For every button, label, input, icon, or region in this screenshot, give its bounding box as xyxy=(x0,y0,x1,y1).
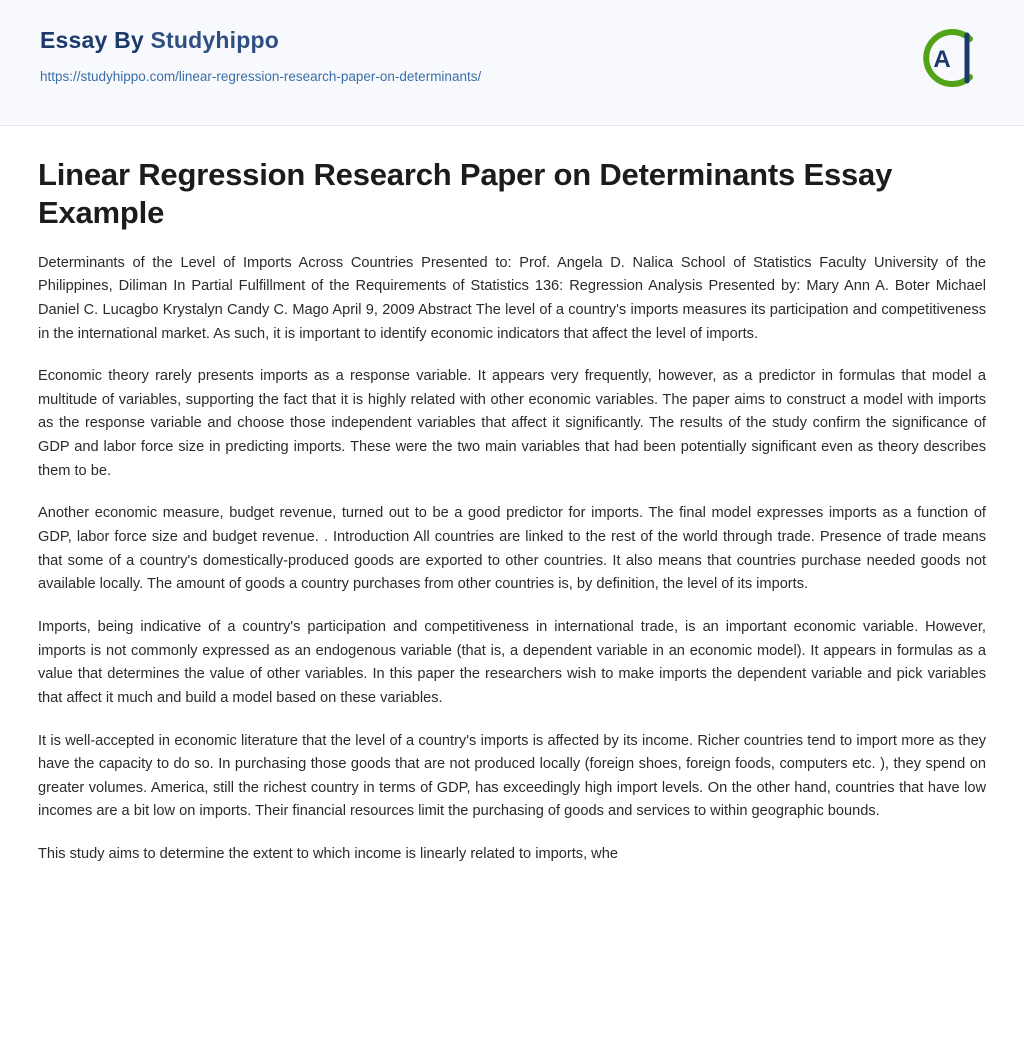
svg-text:A: A xyxy=(933,46,951,73)
article-body xyxy=(0,126,1024,907)
site-brand-secondary: Studyhippo xyxy=(150,27,279,53)
article-paragraph: Determinants of the Level of Imports Across Countries Presented to: Prof. Angela D. Nalica School of Statistics Faculty University of the Philippines, Diliman In Partial Fulfillment of the Requirements of Statistics 136: Regression Analysis Presented by: Mary Ann A. Boter Michael Daniel C. Lucagbo Krystalyn Candy C. Mago April 9, 2009 Abstract The level of a country's imports measures its participation and competitiveness in the international market. As such, it is important to identify economic indicators that affect the level of imports. xyxy=(38,254,986,342)
article-paragraph: Another economic measure, budget revenue, turned out to be a good predictor for imports. The final model expresses imports as a function of GDP, labor force size and budget revenue. . Introduction All countries are linked to the rest of the world through trade. Presence of trade means that some of a country's domestically-produced goods are exported to other countries. It also means that countries purchase needed goods not available locally. The amount of goods a country purchases from other countries is, by definition, the level of its imports. xyxy=(38,505,986,593)
article-paragraph: Economic theory rarely presents imports as a response variable. It appears very frequently, however, as a predictor in formulas that model a multitude of variables, supporting the fact that it is highly related with other economic variables. The paper aims to construct a model with imports as the response variable and choose those independent variables that affect it significantly. The results of the study confirm the significance of GDP and labor force size in predicting imports. These were the two main variables that had been potentially significant even as theory describes them to be. xyxy=(38,368,986,479)
page-title: Linear Regression Research Paper on Determinants Essay Example xyxy=(38,157,893,230)
site-brand xyxy=(40,28,984,53)
article-paragraph: Imports, being indicative of a country's participation and competitiveness in international trade, is an important economic variable. However, imports is not commonly expressed as an endogenous variable (that is, a dependent variable in an economic model). It appears in formulas as a value that determines the value of other variables. In this paper the researchers wish to make imports the dependent variable and pick variables that affect it much and build a model based on these variables. xyxy=(38,618,986,706)
article-paragraph: This study aims to determine the extent to which income is linearly related to imports, whe xyxy=(38,846,618,863)
site-brand-primary: Essay By xyxy=(40,27,151,53)
studyhippo-logo-icon[interactable] xyxy=(912,22,984,94)
article-paragraph: It is well-accepted in economic literature that the level of a country's imports is affected by its income. Richer countries tend to import more as they have the capacity to do so. In purchasing those goods that are not produced locally (foreign shoes, foreign foods, computers etc. ), they spend on greater volumes. America, still the richest country in terms of GDP, has exceedingly high import levels. On the other hand, countries that have low incomes are a bit low on imports. Their financial resources limit the purchasing of goods and services to within geographic bounds. xyxy=(38,732,986,820)
site-url[interactable]: https://studyhippo.com/linear-regression-research-paper-on-determinants/ xyxy=(40,69,482,85)
site-header xyxy=(0,0,1024,126)
